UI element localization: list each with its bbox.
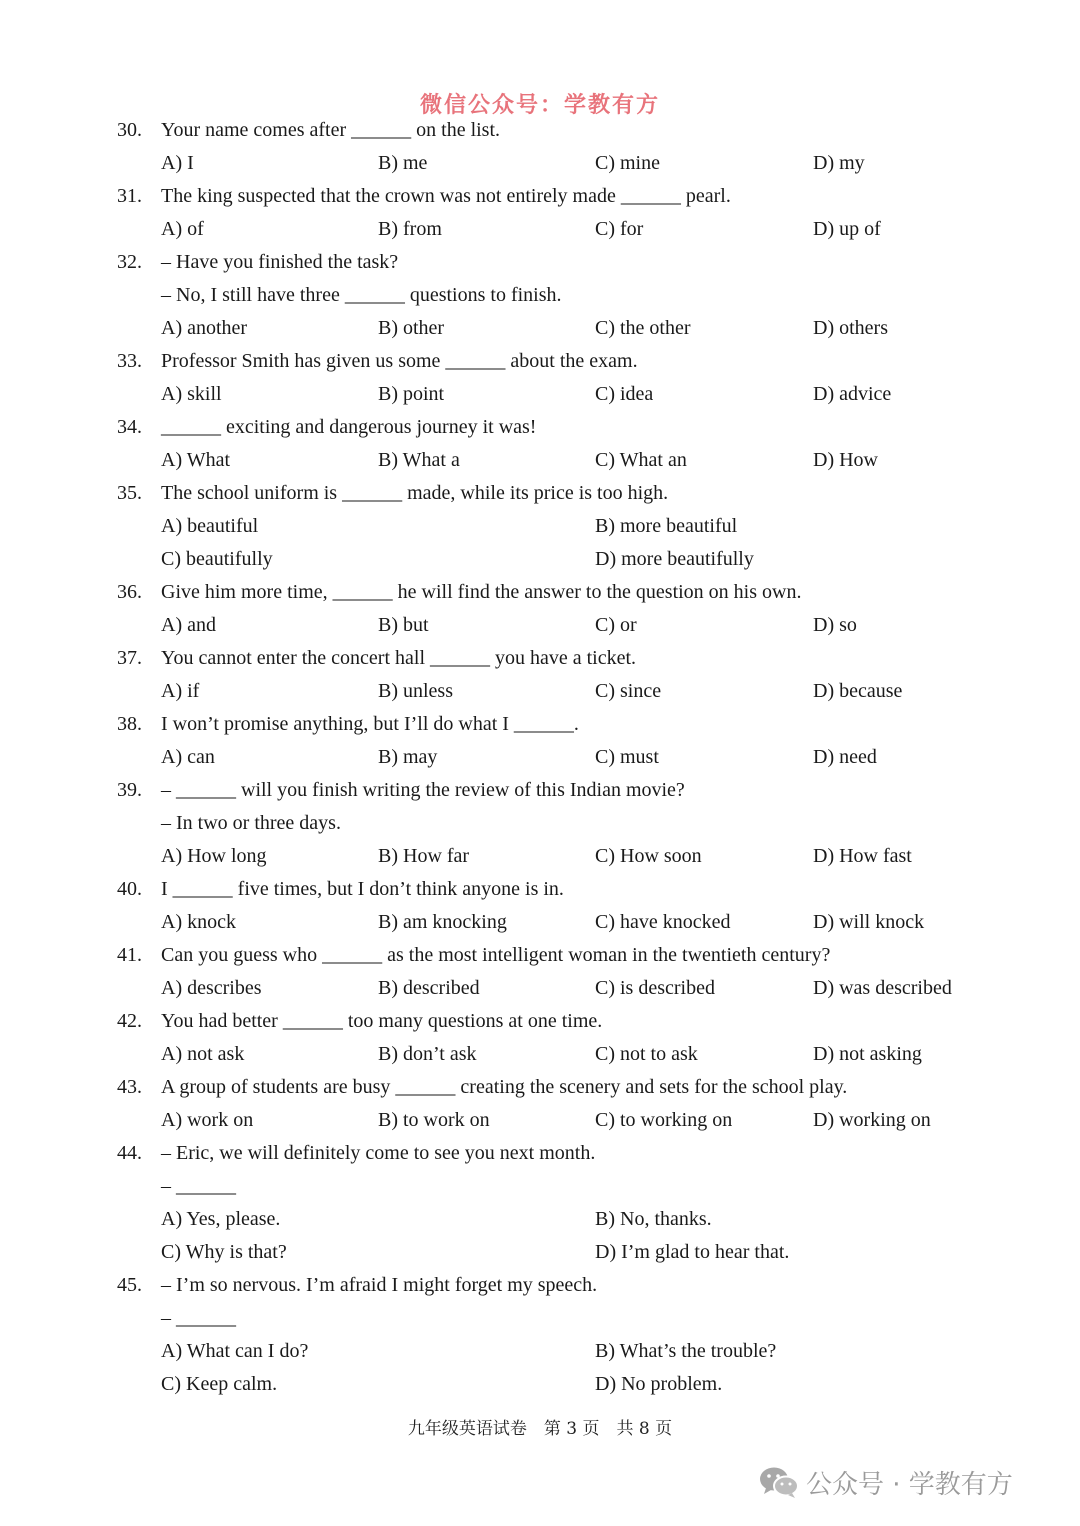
question-stem: Your name comes after ______ on the list. [161,119,501,141]
options-row [0,972,1080,1005]
answer-option: A) skill [161,383,222,405]
answer-option: A) can [161,746,215,768]
answer-option: B) unless [378,680,453,702]
options-row [0,1203,1080,1236]
answer-option: B) may [378,746,438,768]
question-number: 36. [117,581,142,603]
answer-option: A) What can I do? [161,1340,309,1362]
question-line [0,576,1080,609]
wechat-icon [758,1465,800,1499]
answer-option: B) but [378,614,429,636]
dialogue-line [0,807,1080,840]
answer-option: C) have knocked [595,911,731,933]
watermark-top: 微信公众号：学教有方 [419,92,660,118]
dialogue-line [0,1302,1080,1335]
answer-option: B) What’s the trouble? [595,1340,777,1362]
answer-option: D) was described [813,977,952,999]
answer-option: A) of [161,218,204,240]
question-line [0,246,1080,279]
answer-option: B) What a [378,449,460,471]
answer-option: D) need [813,746,877,768]
question-number: 31. [117,185,142,207]
question-line [0,477,1080,510]
answer-option: A) if [161,680,200,702]
question-line [0,1269,1080,1302]
answer-option: A) work on [161,1109,254,1131]
answer-option: D) others [813,317,888,339]
dialogue-text: – ______ [161,1307,236,1329]
answer-option: A) another [161,317,248,339]
answer-option: C) is described [595,977,715,999]
question-stem: – ______ will you finish writing the review of this Indian movie? [161,779,685,801]
options-row [0,1335,1080,1368]
question-line [0,708,1080,741]
answer-option: A) and [161,614,216,636]
question-number: 33. [117,350,142,372]
question-stem: A group of students are busy ______ creating the scenery and sets for the school play. [161,1076,848,1098]
answer-option: D) more beautifully [595,548,754,570]
question-number: 32. [117,251,142,273]
question-stem: – Have you finished the task? [161,251,399,273]
answer-option: D) I’m glad to hear that. [595,1241,790,1263]
answer-option: B) from [378,218,442,240]
answer-option: D) How fast [813,845,912,867]
answer-option: B) more beautiful [595,515,738,537]
question-stem: I won’t promise anything, but I’ll do what I ______. [161,713,579,735]
question-number: 43. [117,1076,142,1098]
answer-option: A) not ask [161,1043,245,1065]
answer-option: D) up of [813,218,881,240]
answer-option: C) since [595,680,662,702]
question-stem: You cannot enter the concert hall ______ you have a ticket. [161,647,637,669]
question-line [0,345,1080,378]
question-line [0,642,1080,675]
question-stem: The king suspected that the crown was not entirely made ______ pearl. [161,185,731,207]
question-stem: ______ exciting and dangerous journey it was! [161,416,537,438]
answer-option: D) working on [813,1109,931,1131]
answer-option: D) so [813,614,857,636]
answer-option: A) How long [161,845,267,867]
question-line [0,1137,1080,1170]
answer-option: B) How far [378,845,470,867]
question-number: 45. [117,1274,142,1296]
answer-option: C) idea [595,383,654,405]
question-line [0,411,1080,444]
answer-option: C) the other [595,317,691,339]
answer-option: D) How [813,449,878,471]
answer-option: C) Keep calm. [161,1373,278,1395]
answer-option: A) I [161,152,194,174]
answer-option: C) for [595,218,644,240]
answer-option: C) mine [595,152,660,174]
answer-option: B) described [378,977,480,999]
question-stem: Professor Smith has given us some ______ about the exam. [161,350,638,372]
answer-option: C) Why is that? [161,1241,287,1263]
dialogue-text: – In two or three days. [161,812,341,834]
question-number: 42. [117,1010,142,1032]
answer-option: B) other [378,317,445,339]
options-row [0,213,1080,246]
options-row [0,543,1080,576]
answer-option: D) will knock [813,911,925,933]
answer-option: A) beautiful [161,515,259,537]
options-row [0,741,1080,774]
watermark-bottom [758,1462,1013,1502]
question-list [0,114,1080,1401]
question-line [0,774,1080,807]
question-number: 30. [117,119,142,141]
answer-option: D) my [813,152,865,174]
options-row [0,1104,1080,1137]
answer-option: D) because [813,680,903,702]
question-line [0,1005,1080,1038]
question-number: 44. [117,1142,142,1164]
question-stem: I ______ five times, but I don’t think anyone is in. [161,878,564,900]
options-row [0,1038,1080,1071]
question-number: 35. [117,482,142,504]
dialogue-line [0,1170,1080,1203]
watermark-bottom-text: 公众号 · 学教有方 [806,1469,1013,1500]
question-stem: The school uniform is ______ made, while its price is too high. [161,482,669,504]
question-number: 41. [117,944,142,966]
answer-option: B) me [378,152,428,174]
answer-option: A) What [161,449,231,471]
question-line [0,873,1080,906]
question-line [0,939,1080,972]
options-row [0,1236,1080,1269]
options-row [0,1368,1080,1401]
answer-option: D) advice [813,383,892,405]
answer-option: C) to working on [595,1109,733,1131]
options-row [0,675,1080,708]
answer-option: B) don’t ask [378,1043,477,1065]
answer-option: B) to work on [378,1109,490,1131]
question-number: 39. [117,779,142,801]
answer-option: A) Yes, please. [161,1208,281,1230]
question-stem: You had better ______ too many questions at one time. [161,1010,603,1032]
question-line [0,180,1080,213]
answer-option: C) not to ask [595,1043,698,1065]
question-stem: Give him more time, ______ he will find the answer to the question on his own. [161,581,802,603]
options-row [0,609,1080,642]
answer-option: A) knock [161,911,236,933]
dialogue-text: – No, I still have three ______ questions to finish. [161,284,562,306]
answer-option: B) No, thanks. [595,1208,712,1230]
answer-option: C) beautifully [161,548,273,570]
answer-option: C) How soon [595,845,702,867]
options-row [0,510,1080,543]
dialogue-text: – ______ [161,1175,236,1197]
question-number: 37. [117,647,142,669]
dialogue-line [0,279,1080,312]
answer-option: C) or [595,614,637,636]
question-line [0,114,1080,147]
question-stem: Can you guess who ______ as the most intelligent woman in the twentieth century? [161,944,831,966]
answer-option: D) No problem. [595,1373,723,1395]
answer-option: A) describes [161,977,262,999]
answer-option: C) What an [595,449,687,471]
question-stem: – I’m so nervous. I’m afraid I might forget my speech. [161,1274,598,1296]
options-row [0,312,1080,345]
options-row [0,840,1080,873]
question-number: 40. [117,878,142,900]
options-row [0,906,1080,939]
options-row [0,378,1080,411]
question-number: 38. [117,713,142,735]
options-row [0,147,1080,180]
page-footer: 九年级英语试卷 第 3 页 共 8 页 [407,1419,673,1439]
answer-option: C) must [595,746,659,768]
options-row [0,444,1080,477]
answer-option: B) point [378,383,445,405]
answer-option: D) not asking [813,1043,922,1065]
question-stem: – Eric, we will definitely come to see you next month. [161,1142,596,1164]
question-number: 34. [117,416,142,438]
question-line [0,1071,1080,1104]
answer-option: B) am knocking [378,911,507,933]
